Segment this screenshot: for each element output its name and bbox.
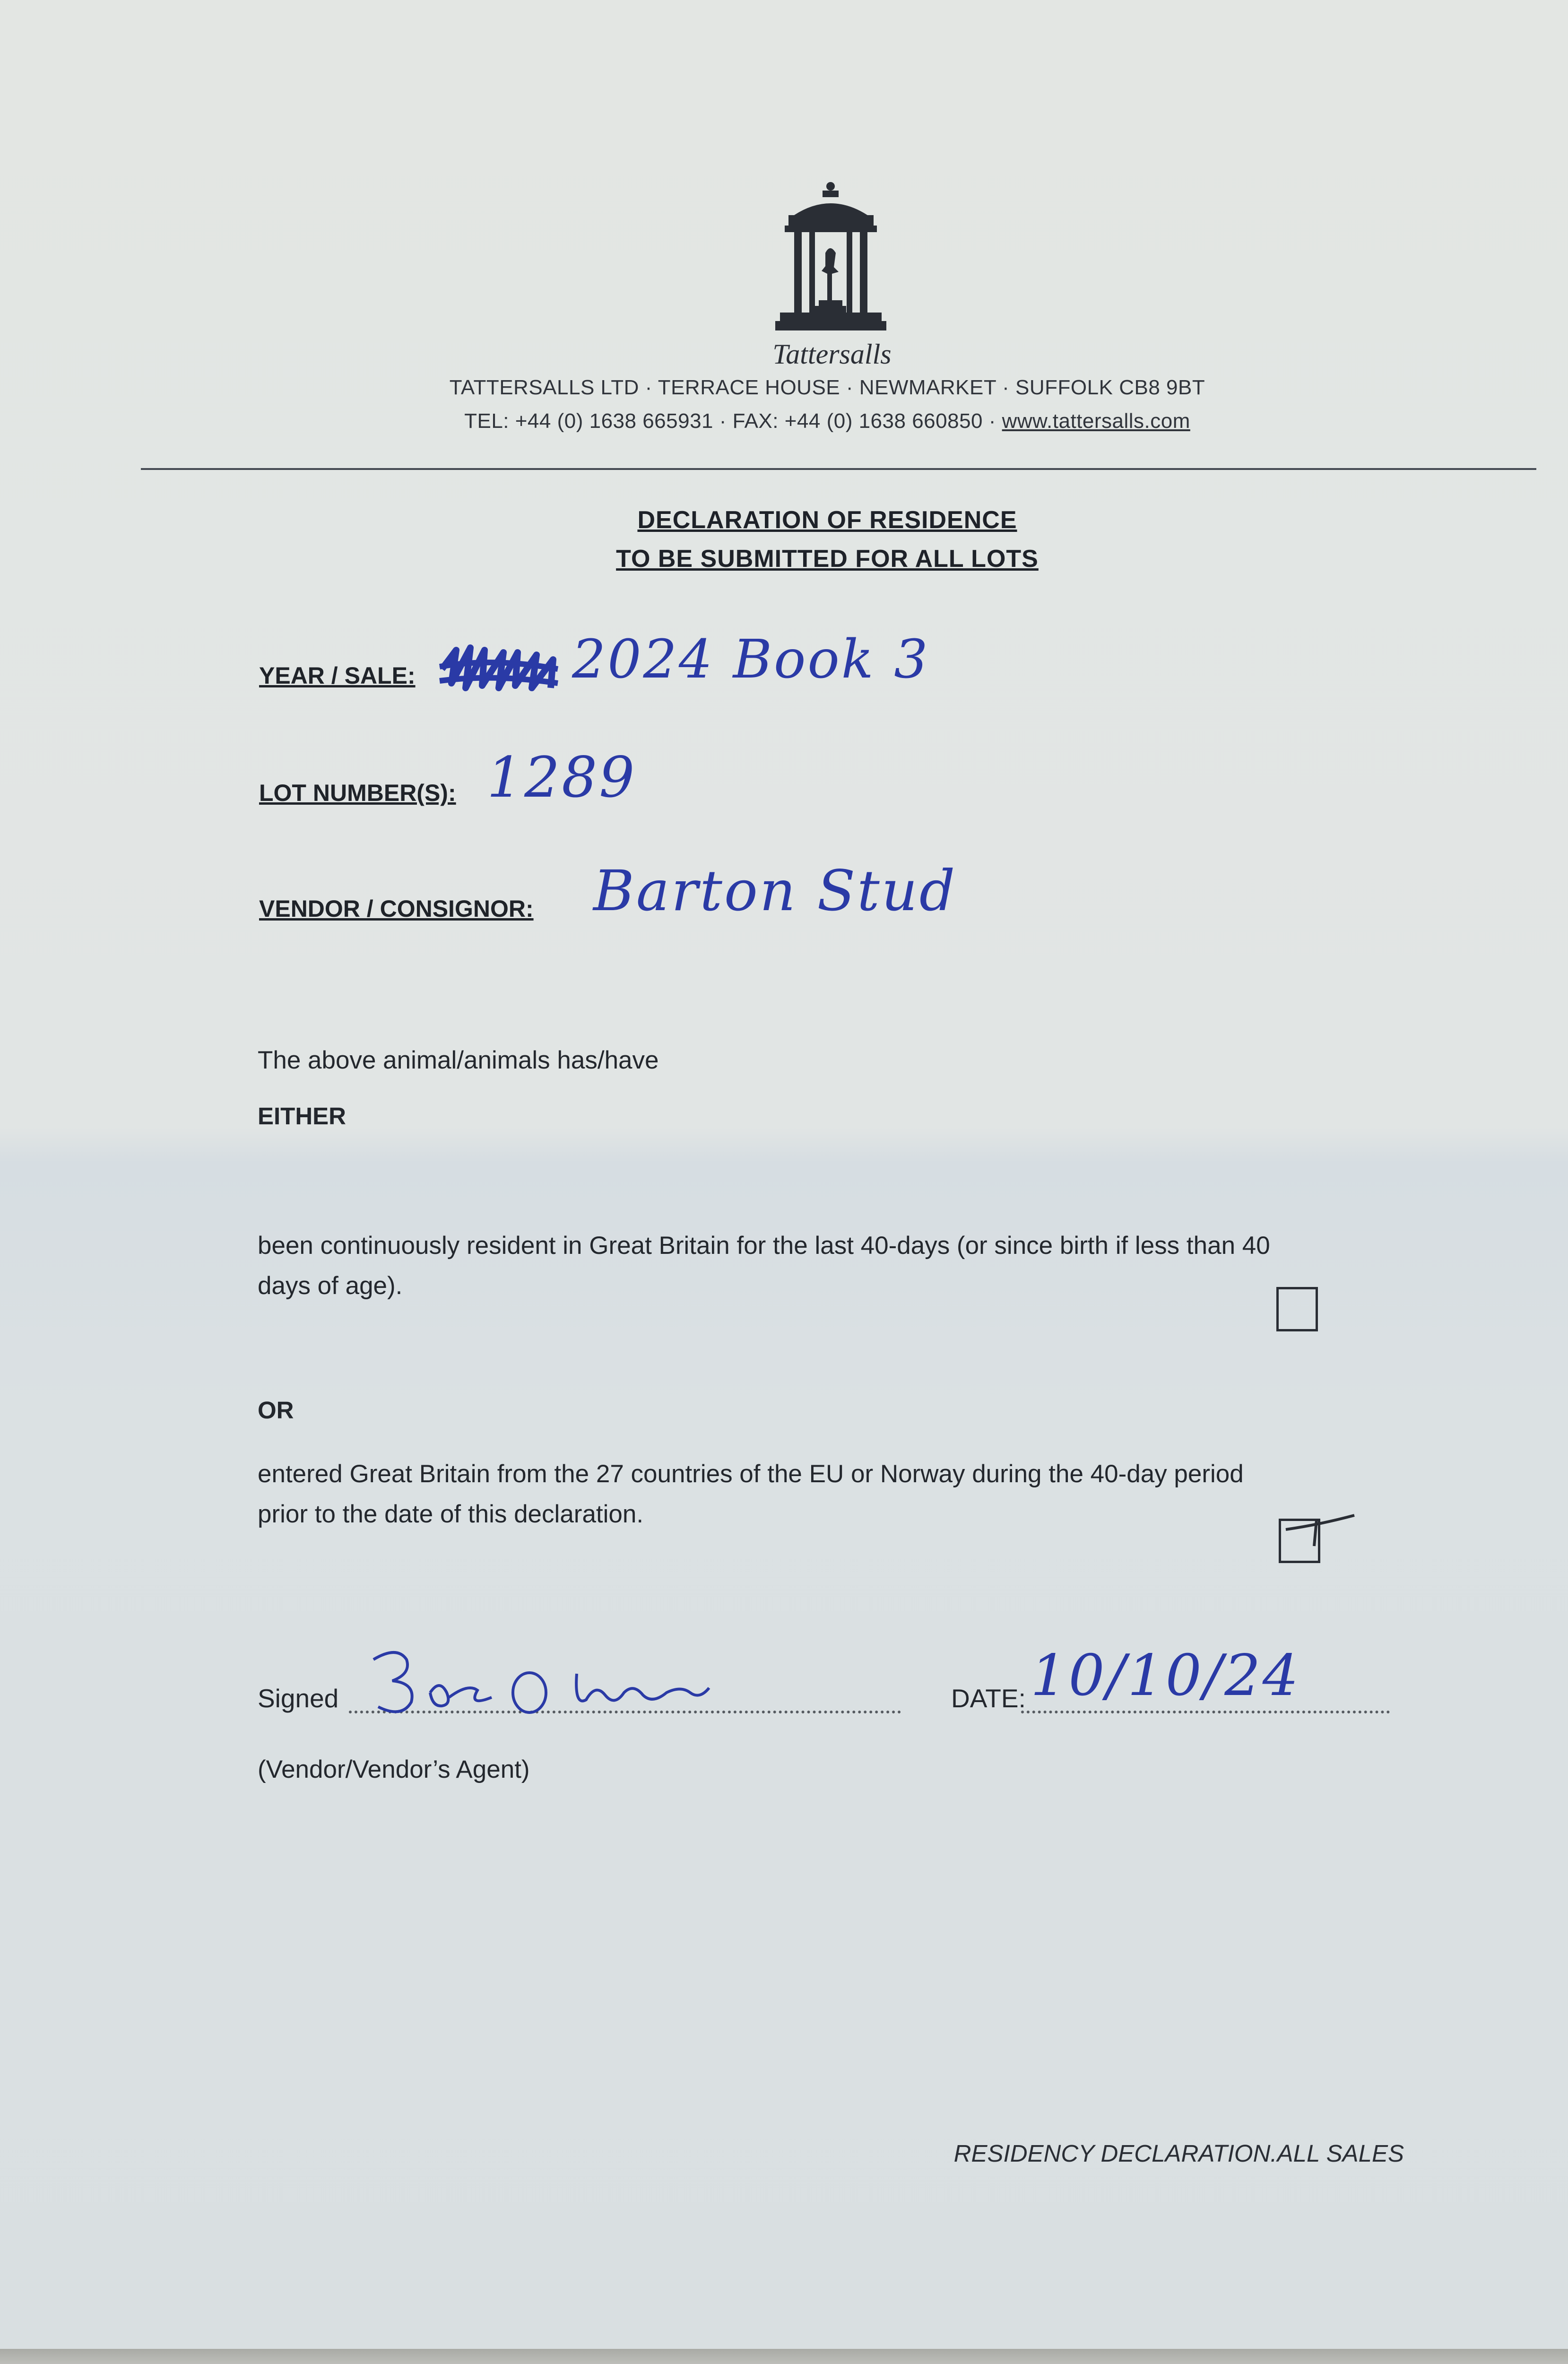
year-sale-field[interactable]: 2024 Book 3	[572, 629, 930, 690]
intro-text: The above animal/animals has/have	[258, 1046, 659, 1074]
lot-number-field[interactable]: 1289	[487, 745, 637, 810]
option-1-line-2: days of age).	[258, 1272, 403, 1300]
signed-label: Signed	[258, 1684, 339, 1713]
vendor-consignor-label: VENDOR / CONSIGNOR:	[259, 895, 534, 922]
company-contact	[284, 409, 1371, 433]
option-2-text	[258, 1454, 1416, 1534]
option-2-line-2: prior to the date of this declaration.	[258, 1500, 644, 1528]
website-link[interactable]: www.tattersalls.com	[1002, 409, 1190, 433]
date-line	[1021, 1711, 1390, 1713]
date-field[interactable]: 10/10/24	[1031, 1643, 1300, 1709]
footer-reference: RESIDENCY DECLARATION.ALL SALES	[953, 2140, 1404, 2167]
phone-fax: TEL: +44 (0) 1638 665931 · FAX: +44 (0) 1638 660850 ·	[464, 409, 1002, 433]
crossed-out-scribble	[437, 641, 563, 697]
brand-name: Tattersalls	[772, 339, 892, 370]
or-heading: OR	[258, 1397, 294, 1424]
form-subtitle: TO BE SUBMITTED FOR ALL LOTS	[616, 545, 1039, 573]
option-2-line-1: entered Great Britain from the 27 countries of the EU or Norway during the 40-day period	[258, 1460, 1244, 1488]
option-1-line-1: been continuously resident in Great Britain for the last 40-days (or since birth if less than 40	[258, 1232, 1270, 1260]
company-address: TATTERSALLS LTD · TERRACE HOUSE · NEWMARKET · SUFFOLK CB8 9BT	[449, 376, 1205, 399]
tattersalls-logo-icon	[766, 182, 896, 338]
vendor-consignor-field[interactable]: Barton Stud	[593, 858, 957, 923]
lot-number-label: LOT NUMBER(S):	[259, 780, 456, 806]
header-divider	[141, 468, 1536, 470]
handwritten-signature[interactable]	[359, 1641, 761, 1721]
signer-role: (Vendor/Vendor’s Agent)	[258, 1756, 530, 1783]
date-label: DATE:	[951, 1684, 1026, 1713]
option-1-text	[258, 1225, 1416, 1306]
either-heading: EITHER	[258, 1103, 347, 1130]
option-1-checkbox[interactable]	[1276, 1287, 1318, 1331]
table-surface	[0, 2349, 1568, 2364]
year-sale-label: YEAR / SALE:	[259, 662, 416, 689]
checkmark-icon	[1276, 1506, 1361, 1548]
form-title: DECLARATION OF RESIDENCE	[637, 506, 1017, 534]
